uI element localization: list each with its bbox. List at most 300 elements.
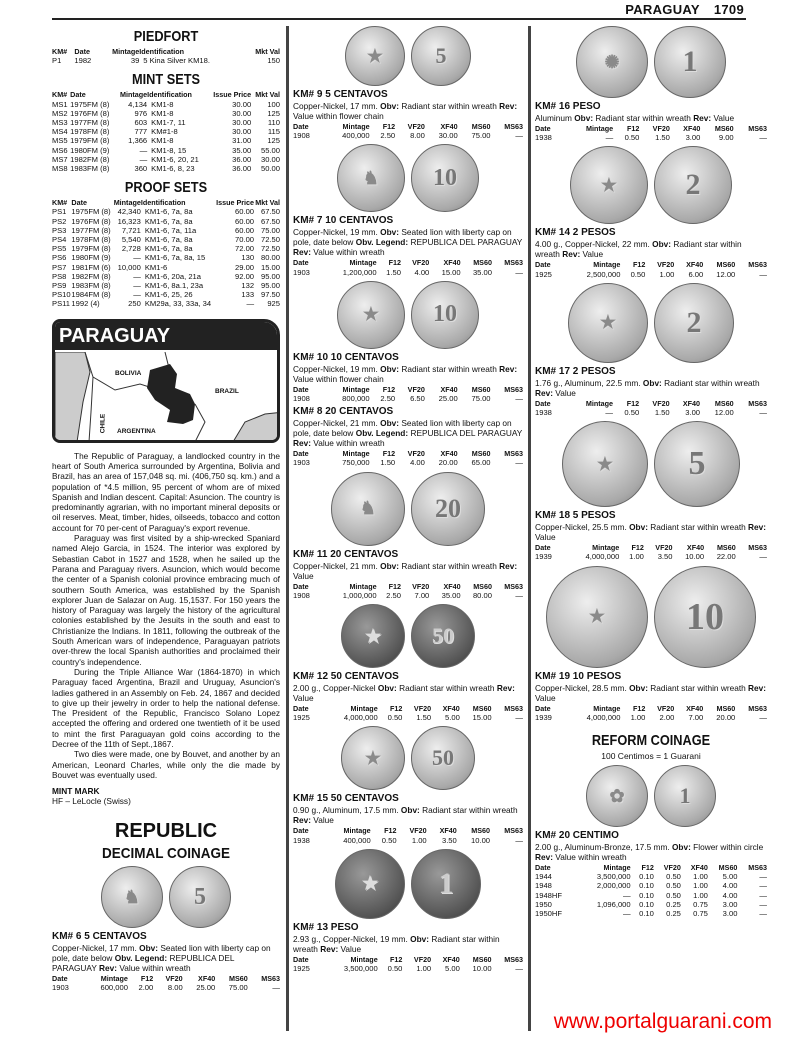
coin-entry-km20 [535, 830, 767, 918]
coin-images [293, 144, 523, 212]
table-cell: KM1-7, 11 [151, 118, 186, 128]
table-cell: 3,500,000 [596, 872, 631, 882]
table-cell: 1979FM (8) [70, 136, 110, 146]
column-header: Date [293, 704, 309, 714]
price-table [535, 543, 767, 561]
table-cell: 1983FM (8) [70, 164, 110, 174]
coin-entry-title: KM# 18 5 PESOS [535, 510, 616, 522]
coin-reverse-image: 2 [654, 283, 734, 363]
table-cell: 4.00 [414, 267, 430, 277]
column-right [535, 22, 767, 918]
table-cell: 0.50 [624, 133, 640, 143]
mint-mark-title: MINT MARK [52, 786, 100, 797]
table-row [535, 909, 767, 918]
coin-images [293, 726, 523, 790]
coin-obverse-image [546, 566, 648, 668]
table-cell: 0.50 [666, 872, 681, 882]
table-cell: 125 [267, 136, 280, 146]
table-cell: — [272, 983, 280, 993]
description-text: Value within flower chain [293, 111, 384, 121]
watermark-link[interactable]: www.portalguarani.com [553, 1010, 772, 1033]
column-header: XF40 [198, 974, 216, 984]
column-header: VF20 [663, 863, 681, 873]
table-cell: KM1-8 [151, 136, 174, 146]
table-cell: 1.50 [654, 408, 670, 418]
table-cell: PS11 [52, 299, 71, 309]
table-header-row [293, 704, 523, 713]
column-header: Mintage [342, 384, 370, 394]
price-table [293, 385, 523, 403]
column-header: Mintage [592, 543, 620, 553]
column-header: F12 [641, 863, 654, 873]
table-row [293, 268, 523, 277]
table-cell: 39 [130, 56, 140, 66]
table-cell: 1.00 [693, 881, 708, 891]
star-icon: ★ [599, 312, 617, 333]
ocean-east [233, 412, 280, 442]
reform-coinage-title: REFORM COINAGE [591, 732, 711, 750]
description-text: Value [338, 943, 362, 954]
column-header: F12 [382, 384, 396, 394]
description-text: Radiant star within wreath [399, 101, 500, 111]
table-cell: 1976FM (8) [71, 216, 111, 226]
intro-paragraph: Paraguay was first visited by a ship-wrecked Spaniard named Alejo Garcia, in 1524. The interior was explored by Sebastian Cabot in 1527 and 1528, when he sailed up the Parana and Paraguay rivers. Asuncion, which would become the center of a Spanish colonial province embracing much of southern South America, was established by the Spanish explorer Juan de Salazar on Aug. 15,1537. For 150 years the history of Paraguay was largely the history of the agricultural colonies established by the Jesuits in the south and east to Christianize the Indians. In 1811, following the outbreak of the South American wars of independence, Paraguayan patriots over-threw the local Spanish authorities and proclaimed their country's independence. [52, 533, 280, 667]
column-header: MS60 [229, 974, 248, 984]
table-cell: 25.00 [196, 983, 216, 993]
table-row [52, 272, 280, 281]
description-text: Radiant star within wreath [293, 933, 500, 954]
table-cell: PS3 [52, 225, 67, 235]
description-label: Rev: [748, 522, 767, 533]
coin-reverse-image: 10 [654, 566, 756, 668]
table-cell: 3.00 [685, 408, 701, 418]
coin-obverse-image [337, 144, 405, 212]
column-header: Date [71, 198, 88, 208]
description-label: Obv. Legend: [355, 428, 409, 439]
description-text: Seated lion with liberty cap on pole, date below [293, 227, 512, 248]
column-header: Date [293, 384, 309, 394]
coin-entry-km16 [535, 101, 767, 142]
description-text: Value [535, 532, 556, 543]
table-cell: 30.00 [232, 118, 252, 128]
description-text: Value within flower chain [293, 373, 384, 384]
coin-reverse-image: 1 [654, 765, 716, 827]
table-row [52, 263, 280, 272]
price-table [535, 399, 767, 417]
column-header: Mintage [120, 90, 148, 100]
table-cell: — [759, 712, 767, 722]
coin-reverse-image: 50 [411, 726, 475, 790]
column-header: Mintage [585, 398, 613, 408]
coin-entry-km9 [293, 89, 523, 140]
table-cell: KM1-8, 15 [151, 145, 187, 155]
table-cell: 1.00 [693, 872, 708, 882]
mint-mark-text: HF – LeLocle (Swiss) [52, 796, 131, 807]
description-label: Obv: [400, 805, 420, 816]
table-cell: 67.50 [260, 216, 280, 226]
column-header: F12 [140, 974, 154, 984]
price-table [293, 955, 523, 973]
table-cell: 1,000,000 [342, 590, 377, 600]
column-header: XF40 [443, 581, 461, 591]
table-cell: — [133, 271, 141, 281]
table-cell: 4.00 [722, 881, 738, 891]
column-header: XF40 [440, 122, 458, 131]
coin-entry-km12 [293, 671, 523, 722]
coin-description [535, 239, 767, 259]
table-cell: — [605, 408, 613, 418]
description-label: Rev: [499, 560, 518, 571]
table-cell: 1908 [293, 590, 310, 600]
table-cell: 72.50 [260, 244, 280, 254]
description-text: Radiant star within wreath [399, 363, 500, 374]
border-line [195, 404, 205, 442]
table-cell: KM1-6, 8a.1, 23a [144, 281, 204, 291]
table-cell: 5.00 [445, 964, 460, 974]
table-cell: 9.00 [718, 133, 734, 143]
reform-coinage-subtitle: 100 Centimos = 1 Guarani [601, 751, 701, 762]
table-cell: 750,000 [342, 458, 370, 468]
description-label: Rev: [293, 815, 311, 826]
column-header: MS60 [471, 826, 491, 836]
table-row [52, 207, 280, 216]
table-cell: 1903 [52, 983, 69, 993]
table-cell: 1980FM (9) [71, 253, 111, 263]
piedfort-table [52, 47, 280, 65]
description-text: Value within wreath [552, 852, 627, 863]
description-text: Value [535, 692, 556, 703]
table-cell: — [759, 872, 767, 882]
table-header-row [293, 449, 523, 458]
table-cell: 0.50 [387, 964, 403, 974]
table-cell: 55.00 [260, 145, 280, 155]
price-table [52, 974, 280, 992]
description-text: Value within wreath [117, 963, 191, 974]
column-header: VF20 [657, 703, 675, 713]
table-cell: 0.50 [381, 835, 397, 845]
table-cell: 115 [267, 127, 280, 137]
coin-images [535, 421, 767, 507]
table-cell: 133 [241, 290, 255, 300]
coin-images [535, 765, 767, 827]
table-cell: 1.00 [629, 552, 644, 562]
table-cell: 1908 [293, 394, 310, 404]
column-header: VF20 [652, 124, 670, 133]
star-icon: ★ [596, 453, 614, 474]
table-cell: 12.00 [714, 408, 734, 418]
column-header: Date [535, 703, 551, 713]
table-cell: 0.25 [666, 899, 681, 909]
column-header: MS60 [716, 543, 736, 553]
table-cell: — [133, 290, 141, 300]
table-cell: 6.00 [688, 269, 704, 279]
column-header: Identification [140, 198, 186, 208]
description-text: 0.90 g., Aluminum, 17.5 mm. [293, 805, 401, 816]
table-cell: 1.00 [630, 712, 646, 722]
label-bolivia: BOLIVIA [115, 369, 142, 377]
proof-sets-title: PROOF SETS [124, 179, 208, 197]
description-text: Aluminum [535, 113, 575, 123]
table-cell: 5,540 [121, 235, 141, 245]
coin-images [535, 283, 767, 363]
description-text: Value [310, 815, 334, 826]
description-label: Rev: [693, 113, 712, 123]
column-header: Date [293, 449, 309, 459]
coin-entry-km14 [535, 227, 767, 278]
table-cell: 29.00 [235, 262, 255, 272]
table-cell: MS6 [52, 145, 68, 155]
table-cell: 1975FM (8) [70, 99, 110, 109]
coin-obverse-image [586, 765, 648, 827]
table-cell: 2.50 [380, 394, 396, 404]
table-cell: 42,340 [117, 207, 141, 217]
table-cell: 75.00 [228, 983, 248, 993]
table-header-row [293, 826, 523, 835]
table-cell: KM1-6, 7a, 11a [144, 225, 197, 235]
description-text: 2.93 g., Copper-Nickel, 19 mm. [293, 933, 411, 944]
running-head [625, 2, 744, 17]
table-cell: 1.00 [659, 269, 675, 279]
table-cell: 3.00 [685, 133, 701, 143]
description-text: Radiant star within wreath [396, 683, 497, 694]
star-icon: ★ [364, 747, 382, 768]
table-cell: 2,728 [121, 244, 141, 254]
coin-entry-km18 [535, 510, 767, 561]
table-cell: 1983FM (8) [71, 281, 111, 291]
table-header-row [52, 90, 280, 99]
description-text: 1.76 g., Aluminum, 22.5 mm. [535, 377, 643, 388]
description-label: Obv: [574, 113, 594, 123]
price-table [293, 582, 523, 600]
column-header: MS63 [504, 704, 523, 714]
table-cell: 1938 [535, 408, 552, 418]
coin-reverse-image: 1 [654, 26, 726, 98]
column-header: F12 [382, 449, 396, 459]
column-header: XF40 [683, 124, 701, 133]
table-header-row [535, 124, 767, 133]
table-row [293, 394, 523, 403]
table-cell: PS8 [52, 271, 67, 281]
table-cell: 15.00 [441, 267, 461, 277]
table-cell: 75.00 [260, 225, 280, 235]
table-header-row [52, 198, 280, 207]
republic-title: REPUBLIC [114, 820, 218, 843]
description-text: Seated lion with liberty cap on pole, date below [293, 418, 512, 439]
table-cell: — [623, 909, 631, 919]
coin-description [293, 561, 523, 581]
description-label: Rev: [293, 438, 311, 449]
table-cell: 1939 [535, 552, 552, 562]
table-row [52, 155, 280, 164]
column-header: XF40 [686, 260, 704, 270]
coin-entry-title: KM# 12 50 CENTAVOS [293, 671, 399, 683]
table-cell: 67.50 [260, 207, 280, 217]
table-cell: 1,366 [128, 136, 148, 146]
table-cell: 30.00 [438, 131, 458, 141]
table-cell: 1977FM (8) [71, 225, 111, 235]
table-header-row [293, 582, 523, 591]
table-cell: 1992 (4) [71, 299, 100, 309]
country-name: PARAGUAY [625, 2, 700, 17]
description-label: Rev: [748, 682, 767, 693]
table-cell: 3.00 [722, 909, 738, 919]
column-header: Mkt Val [255, 47, 280, 56]
table-cell: 1984FM (8) [71, 290, 111, 300]
table-row [293, 713, 523, 722]
table-cell: 1.50 [386, 267, 401, 277]
column-header: F12 [631, 543, 644, 553]
column-header: XF40 [442, 954, 460, 964]
coin-entry-km7 [293, 215, 523, 276]
table-cell: 0.75 [693, 899, 708, 909]
column-header: XF40 [440, 384, 458, 394]
table-cell: 95.00 [260, 281, 280, 291]
table-cell: 15.00 [472, 713, 492, 723]
coin-reverse-image: 10 [411, 281, 479, 349]
coin-images [293, 604, 523, 668]
description-label: Rev: [535, 852, 553, 863]
price-table [535, 704, 767, 722]
flower-icon: ✿ [609, 785, 625, 806]
table-cell: 1976FM (8) [70, 108, 110, 118]
column-header: VF20 [407, 384, 425, 394]
column-header: MS63 [748, 398, 767, 408]
table-cell: — [759, 909, 767, 919]
table-row [52, 146, 280, 155]
table-cell: 4,134 [128, 99, 148, 109]
table-cell: KM1-8 [151, 108, 174, 118]
table-cell: 30.00 [232, 108, 252, 118]
column-header: VF20 [655, 543, 673, 553]
column-header: Mintage [350, 954, 378, 964]
table-cell: PS10 [52, 290, 71, 300]
table-cell: 8.00 [410, 131, 425, 141]
coin-entry-title: KM# 10 10 CENTAVOS [293, 351, 399, 363]
column-header: XF40 [440, 449, 458, 459]
intro-paragraph: During the Triple Alliance War (1864-1870) in which Paraguay faced Argentina, Brazil and Uruguay, Asuncion's ladies gathered in an Assembly on Feb. 24, 1867 and decided to give up their jewelry in order to help the national defense. The President of the Republic, Francisco Solano Lopez accepted the offering and ordered one twentieth of it be used to mint the first Paraguayan gold coins according to the Decree of the 11th of Sept.,1867. [52, 666, 280, 749]
table-cell: KM1-6, 8, 23 [151, 164, 195, 174]
coin-entry-km10 [293, 352, 523, 403]
column-header: VF20 [409, 826, 427, 836]
column-header: VF20 [412, 258, 430, 268]
description-text: Value within wreath [310, 438, 385, 449]
table-cell: 5 Kina Silver KM18. [143, 56, 210, 66]
table-cell: 100 [267, 99, 280, 109]
table-cell: 0.25 [666, 909, 681, 919]
column-header: Identification [147, 90, 192, 100]
table-cell: — [133, 281, 141, 291]
description-label: Rev: [535, 387, 553, 398]
coin-reverse-image: 1 [411, 849, 481, 919]
star-icon: ★ [366, 45, 384, 66]
description-text: Copper-Nickel, 28.5 mm. [535, 682, 630, 693]
column-header: XF40 [439, 826, 457, 836]
description-label: Rev: [496, 683, 515, 694]
price-table [293, 122, 523, 140]
table-cell: 1.50 [655, 133, 670, 143]
table-row [293, 964, 523, 973]
table-cell: 0.10 [639, 899, 654, 909]
table-cell: 65.00 [471, 458, 491, 468]
description-label: Obv: [380, 101, 400, 111]
coin-entry-title: KM# 9 5 CENTAVOS [293, 89, 388, 100]
column-header: VF20 [407, 122, 425, 131]
column-header: MS60 [473, 258, 492, 268]
column-header: Mintage [603, 863, 631, 873]
coin-obverse-image [335, 849, 405, 919]
coin-images [293, 281, 523, 349]
table-cell: 1982 [74, 56, 92, 66]
table-cell: MS2 [52, 108, 68, 118]
table-cell: 16,323 [117, 216, 141, 226]
coin-entry-km17 [535, 366, 767, 417]
table-cell: 97.50 [260, 290, 280, 300]
coin-reverse-image: 10 [411, 144, 479, 212]
description-text: Value [580, 249, 604, 260]
description-label: Obv: [377, 683, 397, 694]
table-cell: — [759, 881, 767, 891]
table-header-row [535, 399, 767, 408]
column-header: Mkt Val [255, 198, 280, 208]
column-header: Identification [139, 47, 185, 56]
column-header: Date [535, 543, 551, 553]
table-row [535, 552, 767, 561]
table-cell: 22.00 [716, 552, 736, 562]
lion-icon: ♞ [362, 167, 380, 188]
coin-entry-title: KM# 14 2 PESOS [535, 227, 616, 239]
description-text: REPUBLICA DEL PARAGUAY [408, 237, 523, 248]
column-header: Issue Price [213, 90, 252, 100]
table-header-row [52, 47, 280, 56]
table-cell: KM1-6, 25, 26 [144, 290, 193, 300]
coin-images [535, 146, 767, 224]
column-header: MS63 [261, 974, 280, 984]
description-text: Value [711, 113, 735, 123]
table-row [535, 891, 767, 900]
table-cell: KM1-6, 7a, 8a [144, 216, 193, 226]
column-header: Mintage [350, 704, 378, 714]
table-cell: 603 [134, 118, 148, 128]
column-header: Date [293, 581, 309, 591]
column-header: XF40 [442, 704, 460, 714]
table-cell: 1944 [535, 872, 552, 882]
column-header: Mintage [593, 260, 621, 270]
table-cell: 925 [267, 299, 280, 309]
table-cell: 20.00 [716, 712, 736, 722]
coin-obverse-image [331, 472, 405, 546]
column-header: Issue Price [216, 198, 255, 208]
column-header: MS60 [471, 449, 491, 459]
table-cell: 30.00 [232, 99, 252, 109]
column-header: MS60 [472, 704, 492, 714]
map-title: PARAGUAY [55, 322, 277, 350]
table-cell: 0.10 [639, 881, 654, 891]
column-header: MS63 [748, 124, 767, 133]
table-cell: 1948 [535, 881, 552, 891]
table-cell: 80.00 [260, 253, 280, 263]
table-cell: 35.00 [232, 145, 252, 155]
description-label: Obv: [629, 522, 648, 533]
table-cell: 3.00 [722, 899, 738, 909]
table-row [52, 290, 280, 299]
coin-obverse-image [345, 26, 405, 86]
table-cell: 10.00 [472, 964, 492, 974]
table-cell: 360 [134, 164, 148, 174]
label-argentina: ARGENTINA [117, 427, 156, 435]
description-text: REPUBLICA DEL PARAGUAY [408, 428, 523, 439]
lion-icon: ♞ [123, 886, 141, 907]
table-row [535, 408, 767, 417]
